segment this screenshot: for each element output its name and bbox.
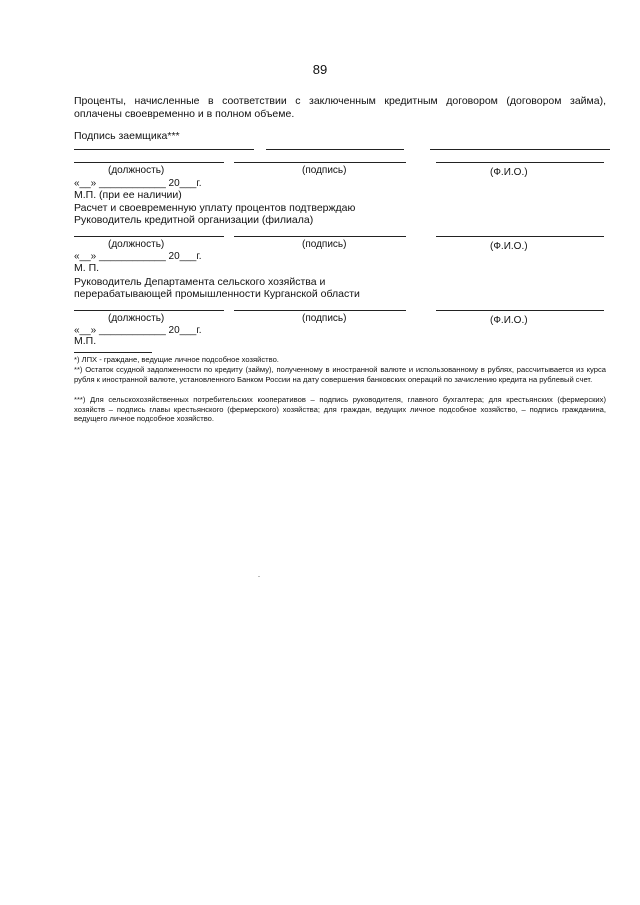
date-line: «__» ____________ 20___г.: [74, 325, 202, 336]
borrower-name-line: [436, 162, 604, 163]
date-line: «__» ____________ 20___г.: [74, 251, 202, 262]
borrower-signature-label: Подпись заемщика***: [74, 130, 180, 142]
name-caption: (Ф.И.О.): [490, 167, 528, 178]
borrower-position-line-1: [74, 149, 254, 150]
bank-signature-line: [234, 236, 406, 237]
footnote-3: ***) Для сельскохозяйственных потребительских кооперативов – подпись руководителя, главного бухгалтера; для крестьянских (фермерских) хозяйств – подпись главы крестьянского (фермерского) хозяйства; для граждан, ведущих личное подсобное хозяйство, – подпись гражданина, ведущего личное подсобное хозяйство.: [74, 395, 606, 424]
bank-position-line: [74, 236, 224, 237]
bank-name-line: [436, 236, 604, 237]
department-name: перерабатывающей промышленности Курганской области: [74, 288, 360, 300]
stamp-note: М.П.: [74, 335, 97, 347]
footnote-separator: [74, 352, 152, 353]
signature-caption: (подпись): [302, 313, 347, 324]
position-caption: (должность): [108, 165, 165, 176]
borrower-position-line: [74, 162, 224, 163]
department-position-line: [74, 310, 224, 311]
position-caption: (должность): [108, 313, 165, 324]
stamp-note: М.П. (при ее наличии): [74, 189, 182, 201]
borrower-signature-line-1: [266, 149, 404, 150]
signature-caption: (подпись): [302, 165, 347, 176]
bank-head-title: Руководитель кредитной организации (филиала): [74, 214, 314, 226]
department-head-title: Руководитель Департамента сельского хозяйства и: [74, 276, 326, 288]
interest-paid-statement: Проценты, начисленные в соответствии с заключенным кредитным договором (договором займа), оплачены своевременно и в полном объеме.: [74, 95, 606, 120]
name-caption: (Ф.И.О.): [490, 241, 528, 252]
page-number: 89: [312, 62, 328, 77]
borrower-name-line-1: [430, 149, 610, 150]
name-caption: (Ф.И.О.): [490, 315, 528, 326]
footnote-2: **) Остаток ссудной задолженности по кредиту (займу), полученному в иностранной валюте и использованному в рублях, рассчитывается из курса рубля к иностранной валюте, установленного Банком России на дату совершения банковских операций по зачислению кредита на рублевый счет.: [74, 365, 606, 384]
scan-speck: [258, 576, 260, 577]
footnote-1: *) ЛПХ - граждане, ведущие личное подсобное хозяйство.: [74, 355, 279, 364]
position-caption: (должность): [108, 239, 165, 250]
stamp-note: М. П.: [74, 262, 100, 274]
signature-caption: (подпись): [302, 239, 347, 250]
department-signature-line: [234, 310, 406, 311]
bank-confirmation-text: Расчет и своевременную уплату процентов подтверждаю: [74, 202, 356, 214]
date-line: «__» ____________ 20___г.: [74, 178, 202, 189]
borrower-signature-line: [234, 162, 406, 163]
department-name-line: [436, 310, 604, 311]
